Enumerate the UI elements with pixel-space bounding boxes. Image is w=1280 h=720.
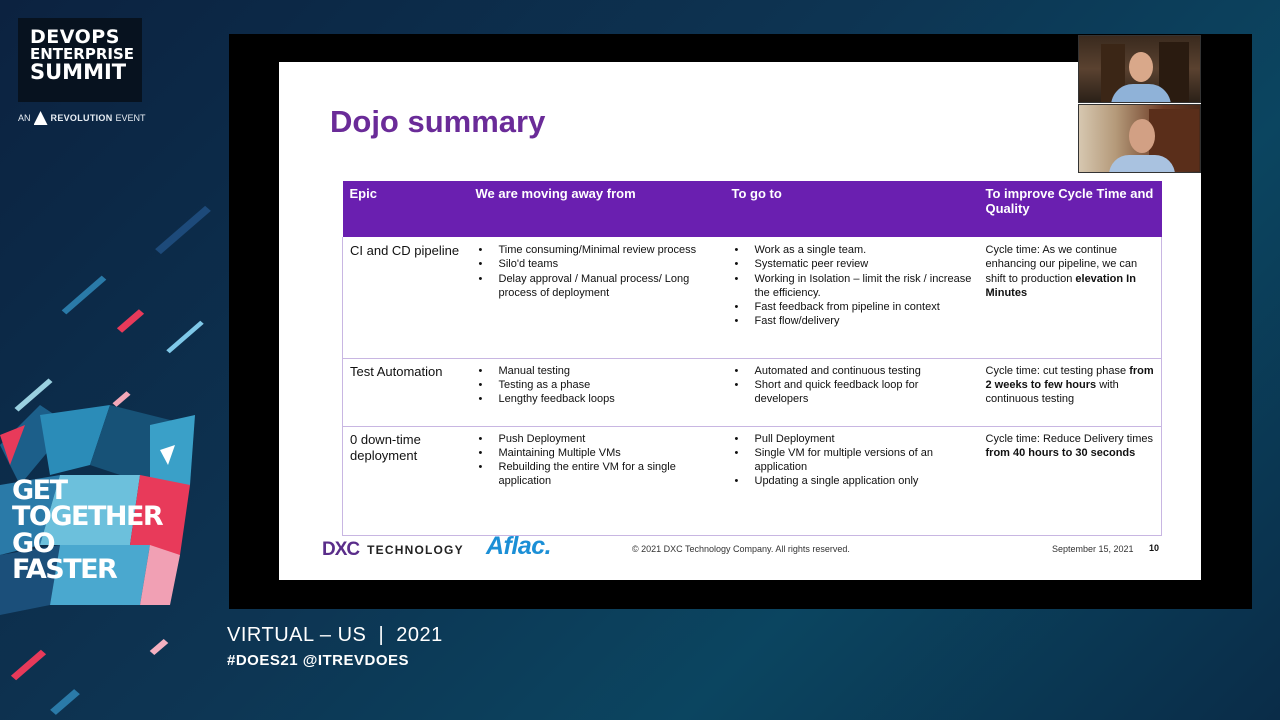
go-to-cell [725,237,979,358]
event-slogan [12,475,163,586]
event-logo [18,18,142,102]
list-item: • Work as a single team. [732,243,972,257]
shard [166,321,203,353]
dojo-summary-table [342,181,1162,536]
list-item: • Lengthy feedback loops [476,392,718,406]
shard [150,639,169,655]
header-improve: To improve Cycle Time and Quality [979,181,1162,237]
list-item: • Fast flow/delivery [732,314,972,328]
webcam-feed-speaker-1 [1078,35,1201,103]
list-item: • Maintaining Multiple VMs [476,446,718,460]
list-item: • Single VM for multiple versions of an application [732,446,972,475]
slogan-line: TOGETHER [12,501,163,533]
dxc-logo [322,539,464,561]
event-location-line [227,624,443,647]
header-go-to: To go to [725,181,979,237]
event-location: VIRTUAL – US [227,624,367,646]
improve-text: Cycle time: cut testing phase [985,364,1130,377]
slide-date: September 15, 2021 [1052,544,1134,554]
list-item: • Manual testing [476,364,718,378]
table-row [343,358,1162,426]
go-to-cell [725,358,979,426]
dxc-logo-technology: TECHNOLOGY [367,543,464,557]
epic-cell: CI and CD pipeline [343,237,469,358]
table-row [343,237,1162,358]
list-item: • Delay approval / Manual process/ Long process of deployment [476,272,718,301]
go-to-cell [725,426,979,535]
list-item: • Short and quick feedback loop for developers [732,378,972,407]
revolution-icon [34,111,48,125]
event-year: 2021 [396,624,443,646]
improve-text: Cycle time: Reduce Delivery times [985,432,1153,445]
shard [50,689,80,715]
shard [155,206,211,254]
webcam-feed-speaker-2 [1078,104,1201,173]
tagline-brand: REVOLUTION [50,113,113,123]
slide-title: Dojo summary [330,104,546,139]
slide-copyright: © 2021 DXC Technology Company. All rights reserved. [632,544,850,554]
improve-text-after: with continuous testing [985,378,1119,406]
speaker-silhouette [1109,155,1175,173]
event-tagline [18,111,146,125]
epic-cell: 0 down-time deployment [343,426,469,535]
logo-line-enterprise: ENTERPRISE [30,45,135,63]
shard [62,276,107,315]
list-item: • Time consuming/Minimal review process [476,243,718,257]
list-item: • Systematic peer review [732,257,972,271]
improve-cell [979,237,1162,358]
epic-cell: Test Automation [343,358,469,426]
list-item: • Testing as a phase [476,378,718,392]
list-item: • Fast feedback from pipeline in context [732,300,972,314]
tagline-suffix: EVENT [115,113,146,123]
slogan-line: GET [12,475,67,506]
speaker-head [1129,119,1155,153]
slide [279,62,1201,580]
moving-away-cell [469,426,725,535]
slide-page-number: 10 [1149,543,1160,553]
list-item: • Rebuilding the entire VM for a single application [476,460,718,489]
list-item: • Automated and continuous testing [732,364,972,378]
shard [11,650,46,680]
event-hashtags: #DOES21 @ITREVDOES [227,652,410,669]
event-separator: | [378,624,385,646]
improve-highlight: elevation In Minutes [985,272,1136,299]
aflac-logo: Aflac. [486,532,552,560]
moving-away-cell [469,237,725,358]
shard [117,309,144,333]
dxc-logo-mark: DXC [322,539,360,560]
list-item: • Pull Deployment [732,432,972,446]
tagline-prefix: AN [18,113,31,123]
table-row [343,426,1162,535]
moving-away-cell [469,358,725,426]
logo-line-devops: DEVOPS [30,26,120,48]
logo-line-summit: SUMMIT [30,60,127,84]
speaker-head [1129,52,1153,82]
list-item: • Working in Isolation – limit the risk / increase the efficiency. [732,272,972,301]
slogan-line: FASTER [12,554,117,586]
list-item: • Silo'd teams [476,257,718,271]
list-item: • Updating a single application only [732,474,972,488]
improve-cell [979,358,1162,426]
slogan-line: GO [12,527,55,559]
list-item: • Push Deployment [476,432,718,446]
table-header-row [343,181,1162,237]
header-epic: Epic [343,181,469,237]
improve-cell [979,426,1162,535]
header-moving-away: We are moving away from [469,181,725,237]
improve-highlight: from 2 weeks to few hours [985,364,1154,391]
improve-highlight: from 40 hours to 30 seconds [985,446,1136,459]
improve-text: Cycle time: As we continue enhancing our pipeline, we can shift to production [985,244,1138,285]
